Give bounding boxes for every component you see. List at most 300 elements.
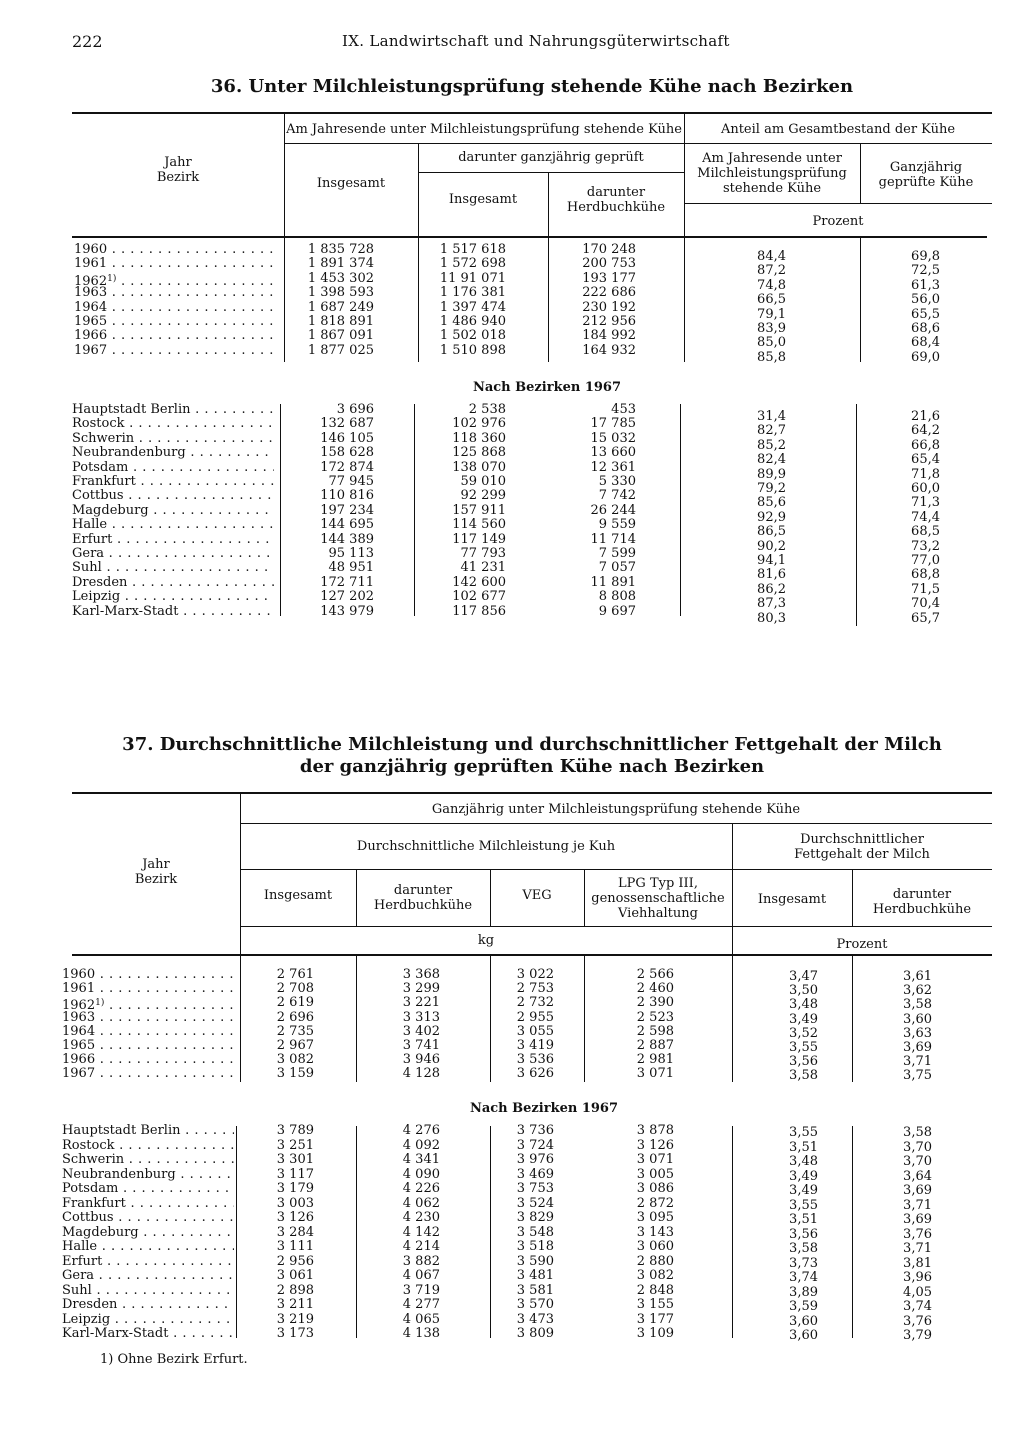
cell-c3: 193 177	[582, 270, 636, 286]
cell-c4: 87,3	[757, 596, 786, 612]
table-36-subgroup-header: darunter ganzjährig geprüft	[458, 150, 644, 165]
cell-c1: 127 202	[320, 589, 374, 605]
row-label-text: Schwerin	[72, 431, 135, 446]
table-36-section-label: Nach Bezirken 1967	[472, 380, 622, 395]
cell-c4: 86,5	[757, 524, 786, 540]
cell-c6: 3,62	[903, 983, 932, 999]
cell-c1: 2 708	[276, 981, 314, 997]
row-label-text: 1961	[74, 257, 108, 272]
cell-c5: 65,7	[911, 610, 940, 626]
table-row	[0, 1298, 1024, 1312]
cell-c4: 3 177	[636, 1311, 674, 1327]
cell-c3: 453	[611, 402, 636, 417]
cell-c1: 1 687 249	[307, 299, 374, 315]
row-label-text: Hauptstadt Berlin	[72, 403, 191, 417]
row-label-text: Halle	[62, 1240, 98, 1254]
table-37-col-fat-herdbuch: darunter Herdbuchkühe	[872, 887, 972, 917]
cell-c2: 4 067	[402, 1268, 440, 1283]
cell-c5: 68,4	[911, 335, 940, 351]
cell-c5: 69,8	[911, 249, 940, 264]
cell-c1: 3 159	[276, 1066, 314, 1082]
cell-c3: 5 330	[598, 474, 636, 489]
cell-c2: 4 214	[402, 1239, 440, 1254]
cell-c4: 2 872	[636, 1195, 674, 1211]
cell-c5: 68,8	[911, 567, 940, 583]
cell-c4: 31,4	[757, 409, 786, 424]
cell-c2: 102 677	[452, 589, 506, 605]
cell-c1: 1 398 593	[307, 285, 374, 301]
cell-c1: 2 898	[276, 1282, 314, 1298]
cell-c6: 3,64	[903, 1168, 932, 1184]
row-label-text: Magdeburg	[72, 503, 149, 518]
cell-c6: 3,74	[903, 1299, 932, 1314]
cell-c1: 1 891 374	[307, 256, 374, 272]
row-label-text: 1967	[74, 343, 108, 358]
cell-c3: 2 753	[516, 981, 554, 997]
cell-c3: 3 829	[516, 1210, 554, 1225]
table-37-stub-header: Jahr Bezirk	[134, 857, 178, 887]
cell-c2: 1 572 698	[439, 256, 506, 272]
cell-c6: 3,96	[903, 1270, 932, 1285]
footnote-marker: 1)	[107, 273, 117, 284]
row-label-text: Suhl	[62, 1283, 92, 1298]
cell-c6: 3,81	[903, 1255, 932, 1271]
cell-c5: 72,5	[911, 263, 940, 279]
cell-c1: 2 735	[276, 1023, 314, 1039]
cell-c5: 3,59	[789, 1299, 818, 1314]
row-label-text: 1964	[62, 1024, 96, 1039]
cell-c1: 3 173	[276, 1326, 314, 1341]
cell-c2: 3 402	[402, 1023, 440, 1039]
row-label-text: Erfurt	[72, 532, 113, 547]
cell-c3: 7 057	[598, 560, 636, 576]
cell-c1: 3 082	[276, 1052, 314, 1068]
cell-c6: 3,70	[903, 1154, 932, 1169]
cell-c5: 3,47	[789, 969, 818, 984]
cell-c4: 3 095	[636, 1210, 674, 1225]
table-37-group-header: Ganzjährig unter Milchleistungsprüfung stehende Kühe	[431, 801, 801, 817]
cell-c4: 3 082	[636, 1268, 674, 1283]
footnote-marker: 1)	[95, 998, 105, 1009]
table-36-col-share-fullyear: Ganzjährig geprüfte Kühe	[878, 160, 974, 190]
table-37-title	[72, 734, 992, 778]
table-row	[0, 1197, 1024, 1211]
cell-c6: 3,58	[903, 997, 932, 1013]
row-label-text: 1963	[62, 1010, 96, 1025]
row-label-text: 1960	[62, 968, 96, 982]
cell-c3: 3 590	[516, 1253, 554, 1269]
cell-c3: 3 481	[516, 1268, 554, 1283]
cell-c5: 56,0	[911, 292, 940, 308]
cell-c5: 3,55	[789, 1197, 818, 1213]
cell-c4: 79,2	[757, 481, 786, 496]
cell-c2: 4 341	[402, 1152, 440, 1167]
cell-c5: 64,2	[911, 423, 940, 439]
cell-c4: 3 109	[636, 1326, 674, 1341]
cell-c2: 4 092	[402, 1137, 440, 1153]
cell-c5: 3,55	[789, 1040, 818, 1055]
cell-c2: 4 226	[402, 1181, 440, 1196]
table-37-col-fat-insgesamt: Insgesamt	[757, 891, 827, 907]
cell-c1: 3 211	[276, 1297, 314, 1312]
cell-c3: 3 976	[516, 1152, 554, 1167]
cell-c1: 3 111	[276, 1239, 314, 1254]
cell-c4: 82,4	[757, 452, 786, 468]
row-label-text: 1961	[62, 982, 96, 997]
cell-c4: 3 155	[636, 1297, 674, 1312]
cell-c2: 3 299	[402, 981, 440, 997]
cell-c1: 77 945	[328, 474, 374, 489]
row-label-text: Karl-Marx-Stadt	[72, 604, 179, 619]
table-row	[0, 1025, 1024, 1039]
table-37-unit-kg: kg	[477, 932, 495, 948]
table-row	[0, 968, 1024, 982]
cell-c2: 3 946	[402, 1052, 440, 1068]
cell-c5: 3,55	[789, 1125, 818, 1140]
cell-c3: 184 992	[582, 328, 636, 344]
table-37-title-line2: der ganzjährig geprüften Kühe nach Bezirken	[299, 756, 765, 777]
cell-c2: 114 560	[452, 517, 506, 533]
cell-c2: 4 128	[402, 1066, 440, 1082]
cell-c3: 3 469	[516, 1166, 554, 1182]
row-label-text: Gera	[72, 547, 105, 561]
cell-c2: 1 502 018	[439, 328, 506, 344]
table-row	[0, 1313, 1024, 1327]
cell-c2: 41 231	[460, 560, 506, 576]
cell-c3: 7 599	[598, 546, 636, 561]
cell-c4: 2 598	[636, 1023, 674, 1039]
cell-c3: 3 809	[516, 1326, 554, 1341]
cell-c3: 230 192	[582, 299, 636, 315]
cell-c2: 118 360	[452, 430, 506, 446]
cell-c1: 3 251	[276, 1137, 314, 1153]
cell-c4: 86,2	[757, 581, 786, 597]
cell-c1: 3 789	[276, 1123, 314, 1138]
cell-c5: 65,5	[911, 306, 940, 322]
cell-c1: 144 389	[320, 531, 374, 547]
cell-c1: 3 179	[276, 1181, 314, 1196]
cell-c6: 3,71	[903, 1197, 932, 1213]
cell-c1: 158 628	[320, 445, 374, 461]
cell-c3: 11 891	[590, 574, 636, 590]
cell-c1: 197 234	[320, 502, 374, 518]
table-37-col-insgesamt: Insgesamt	[263, 887, 333, 903]
cell-c1: 144 695	[320, 517, 374, 533]
cell-c3: 3 570	[516, 1297, 554, 1312]
cell-c3: 200 753	[582, 256, 636, 272]
cell-c1: 172 874	[320, 459, 374, 475]
cell-c2: 157 911	[452, 502, 506, 518]
cell-c5: 3,52	[789, 1025, 818, 1041]
row-label-text: 1965	[74, 315, 108, 329]
table-row	[0, 1182, 1024, 1196]
cell-c1: 2 967	[276, 1038, 314, 1053]
cell-c5: 3,49	[789, 1011, 818, 1027]
table-36-col-insgesamt: Insgesamt	[316, 175, 386, 191]
cell-c5: 60,0	[911, 481, 940, 496]
cell-c5: 3,60	[789, 1313, 818, 1329]
table-37-col-lpg: LPG Typ III, genossenschaftliche Viehhaltung	[591, 875, 725, 921]
table-row	[0, 1211, 1024, 1225]
cell-c5: 3,48	[789, 997, 818, 1013]
table-row	[0, 1039, 1024, 1053]
cell-c5: 68,6	[911, 321, 940, 336]
table-36-col-sub-insgesamt: Insgesamt	[448, 191, 518, 207]
row-label-text: Dresden	[62, 1298, 118, 1312]
cell-c2: 4 138	[402, 1326, 440, 1341]
cell-c5: 65,4	[911, 452, 940, 468]
cell-c5: 3,51	[789, 1139, 818, 1155]
cell-c2: 4 062	[402, 1195, 440, 1211]
cell-c6: 4,05	[903, 1284, 932, 1300]
cell-c1: 3 284	[276, 1224, 314, 1240]
cell-c2: 1 176 381	[439, 285, 506, 301]
cell-c3: 3 518	[516, 1239, 554, 1254]
cell-c3: 7 742	[598, 488, 636, 504]
cell-c4: 3 071	[636, 1152, 674, 1167]
cell-c5: 3,56	[789, 1226, 818, 1242]
cell-c5: 3,60	[789, 1328, 818, 1343]
cell-c6: 3,69	[903, 1183, 932, 1198]
row-label-text: 1967	[62, 1067, 96, 1082]
table-row	[0, 1327, 1024, 1341]
cell-c2: 1 486 940	[439, 314, 506, 329]
table-37-fat-group-header: Durchschnittlicher Fettgehalt der Milch	[794, 832, 930, 862]
cell-c2: 4 142	[402, 1224, 440, 1240]
row-label-text: Leipzig	[72, 590, 121, 605]
table-row	[0, 1052, 1024, 1070]
cell-c5: 71,5	[911, 581, 940, 597]
cell-c6: 3,69	[903, 1212, 932, 1227]
cell-c2: 3 719	[402, 1282, 440, 1298]
cell-c5: 3,58	[789, 1068, 818, 1084]
cell-c1: 172 711	[320, 574, 374, 590]
cell-c6: 3,76	[903, 1226, 932, 1242]
cell-c5: 69,0	[911, 349, 940, 365]
row-label-text: Cottbus	[62, 1211, 114, 1225]
cell-c5: 3,74	[789, 1270, 818, 1285]
row-label-text: Suhl	[72, 561, 102, 576]
row-label-text: Erfurt	[62, 1254, 103, 1269]
table-row	[0, 995, 1024, 1014]
cell-c1: 2 619	[276, 995, 314, 1011]
cell-c2: 4 276	[402, 1123, 440, 1138]
table-36-header-line	[684, 203, 992, 204]
cell-c6: 3,75	[903, 1068, 932, 1084]
row-label-text: Potsdam	[62, 1182, 119, 1196]
cell-c4: 3 005	[636, 1166, 674, 1182]
cell-c2: 3 368	[402, 967, 440, 982]
cell-c2: 92 299	[460, 488, 506, 504]
cell-c3: 3 536	[516, 1052, 554, 1068]
page-number: 222	[72, 32, 103, 51]
cell-c3: 3 753	[516, 1181, 554, 1196]
row-label-text: 1962	[74, 273, 108, 289]
table-37-title-line1: 37. Durchschnittliche Milchleistung und durchschnittlicher Fettgehalt der Milch	[122, 734, 942, 755]
cell-c4: 81,6	[757, 567, 786, 583]
row-label-text: Halle	[72, 518, 108, 533]
cell-c5: 77,0	[911, 553, 940, 568]
cell-c5: 66,8	[911, 437, 940, 453]
row-label-text: 1963	[74, 286, 108, 301]
row-label-text: 1965	[62, 1039, 96, 1053]
cell-c3: 9 697	[598, 603, 636, 619]
cell-c4: 3 878	[636, 1123, 674, 1138]
cell-c3: 3 022	[516, 967, 554, 982]
table-row	[0, 1269, 1024, 1283]
cell-c2: 4 090	[402, 1166, 440, 1182]
cell-c5: 71,8	[911, 466, 940, 482]
cell-c6: 3,61	[903, 969, 932, 984]
cell-c5: 71,3	[911, 495, 940, 511]
cell-c4: 66,5	[757, 292, 786, 308]
cell-c4: 74,8	[757, 277, 786, 293]
row-label-text: Karl-Marx-Stadt	[62, 1327, 169, 1341]
cell-c5: 68,5	[911, 524, 940, 540]
cell-c3: 3 055	[516, 1023, 554, 1039]
cell-c2: 1 510 898	[439, 342, 506, 358]
row-label-text: 1966	[74, 329, 108, 344]
cell-c3: 15 032	[590, 430, 636, 446]
cell-c2: 3 882	[402, 1253, 440, 1269]
cell-c4: 2 887	[636, 1038, 674, 1053]
cell-c4: 79,1	[757, 306, 786, 322]
table-36-col-herdbuch: darunter Herdbuchkühe	[566, 185, 666, 215]
cell-c1: 3 117	[276, 1166, 314, 1182]
row-label-text: Potsdam	[72, 460, 129, 475]
cell-c5: 3,50	[789, 983, 818, 999]
cell-c1: 110 816	[320, 488, 374, 504]
row-label-text: Leipzig	[62, 1312, 111, 1327]
cell-c4: 94,1	[757, 553, 786, 568]
cell-c2: 142 600	[452, 574, 506, 590]
cell-c2: 2 538	[468, 402, 506, 417]
row-label-text: Dresden	[72, 575, 128, 590]
table-36-stub-header: Jahr Bezirk	[156, 155, 200, 185]
cell-c6: 3,63	[903, 1025, 932, 1041]
cell-c2: 3 741	[402, 1038, 440, 1053]
cell-c4: 92,9	[757, 509, 786, 525]
cell-c6: 3,79	[903, 1328, 932, 1343]
row-label-text: 1962	[62, 998, 96, 1014]
cell-c1: 3 301	[276, 1152, 314, 1167]
cell-c2: 3 221	[402, 995, 440, 1011]
cell-c1: 3 696	[336, 402, 374, 417]
table-row	[0, 1153, 1024, 1167]
cell-c3: 3 548	[516, 1224, 554, 1240]
table-37-col-herdbuch: darunter Herdbuchkühe	[373, 883, 473, 913]
cell-c3: 3 581	[516, 1282, 554, 1298]
cell-c2: 1 517 618	[439, 242, 506, 257]
cell-c3: 3 524	[516, 1195, 554, 1211]
cell-c1: 48 951	[328, 560, 374, 576]
cell-c3: 2 732	[516, 995, 554, 1011]
cell-c4: 84,4	[757, 249, 786, 264]
cell-c4: 90,2	[757, 538, 786, 554]
footnote: 1) Ohne Bezirk Erfurt.	[100, 1352, 248, 1367]
table-row	[0, 1011, 1024, 1025]
row-label-text: Rostock	[72, 417, 125, 432]
row-label-text: Frankfurt	[62, 1196, 126, 1211]
cell-c2: 4 230	[402, 1210, 440, 1225]
cell-c1: 146 105	[320, 430, 374, 446]
cell-c1: 1 867 091	[307, 328, 374, 344]
cell-c2: 125 868	[452, 445, 506, 461]
cell-c3: 17 785	[590, 416, 636, 432]
cell-c4: 87,2	[757, 263, 786, 279]
cell-c5: 73,2	[911, 538, 940, 554]
table-row	[0, 1168, 1024, 1182]
table-row	[0, 981, 1024, 999]
cell-c4: 2 880	[636, 1253, 674, 1269]
cell-c3: 170 248	[582, 242, 636, 257]
table-36-group-header: Am Jahresende unter Milchleistungsprüfung stehende Kühe	[286, 121, 682, 137]
cell-c4: 3 086	[636, 1181, 674, 1196]
cell-c4: 2 566	[636, 967, 674, 982]
cell-c6: 3,71	[903, 1241, 932, 1256]
cell-c3: 11 714	[590, 531, 636, 547]
cell-c1: 1 818 891	[307, 314, 374, 329]
cell-c3: 222 686	[582, 285, 636, 301]
row-label-text: Gera	[62, 1269, 95, 1283]
row-label-text: Hauptstadt Berlin	[62, 1124, 181, 1138]
table-37-section-label: Nach Bezirken 1967	[469, 1101, 619, 1116]
cell-c1: 1 877 025	[307, 342, 374, 358]
table-37-top-rule	[72, 792, 992, 794]
cell-c2: 77 793	[460, 546, 506, 561]
cell-c5: 3,58	[789, 1241, 818, 1256]
cell-c1: 3 219	[276, 1311, 314, 1327]
cell-c4: 3 071	[636, 1066, 674, 1082]
cell-c4: 89,9	[757, 466, 786, 482]
cell-c4: 3 126	[636, 1137, 674, 1153]
table-36-top-rule	[72, 112, 992, 114]
cell-c1: 143 979	[320, 603, 374, 619]
cell-c1: 3 003	[276, 1195, 314, 1211]
cell-c3: 3 419	[516, 1038, 554, 1053]
cell-c2: 59 010	[460, 474, 506, 489]
cell-c2: 4 277	[402, 1297, 440, 1312]
cell-c3: 12 361	[590, 459, 636, 475]
cell-c6: 3,71	[903, 1054, 932, 1070]
running-head: IX. Landwirtschaft und Nahrungsgüterwirtschaft	[342, 32, 730, 50]
cell-c3: 8 808	[598, 589, 636, 605]
cell-c4: 2 981	[636, 1052, 674, 1068]
cell-c1: 3 061	[276, 1268, 314, 1283]
cell-c3: 26 244	[590, 502, 636, 518]
row-label-text: Magdeburg	[62, 1225, 139, 1240]
cell-c4: 85,2	[757, 437, 786, 453]
cell-c2: 117 149	[452, 531, 506, 547]
table-row	[0, 1066, 1024, 1084]
cell-c3: 3 626	[516, 1066, 554, 1082]
row-label-text: Frankfurt	[72, 475, 136, 489]
table-row	[0, 1124, 1024, 1138]
cell-c4: 3 143	[636, 1224, 674, 1240]
cell-c4: 2 523	[636, 1009, 674, 1025]
cell-c1: 3 126	[276, 1210, 314, 1225]
cell-c5: 3,89	[789, 1284, 818, 1300]
row-label-text: 1964	[74, 300, 108, 315]
cell-c2: 102 976	[452, 416, 506, 432]
table-37-header-line	[240, 926, 992, 927]
cell-c5: 3,56	[789, 1054, 818, 1070]
cell-c4: 2 390	[636, 995, 674, 1011]
cell-c1: 132 687	[320, 416, 374, 432]
row-label-text: Schwerin	[62, 1153, 125, 1167]
cell-c1: 2 696	[276, 1009, 314, 1025]
cell-c3: 13 660	[590, 445, 636, 461]
